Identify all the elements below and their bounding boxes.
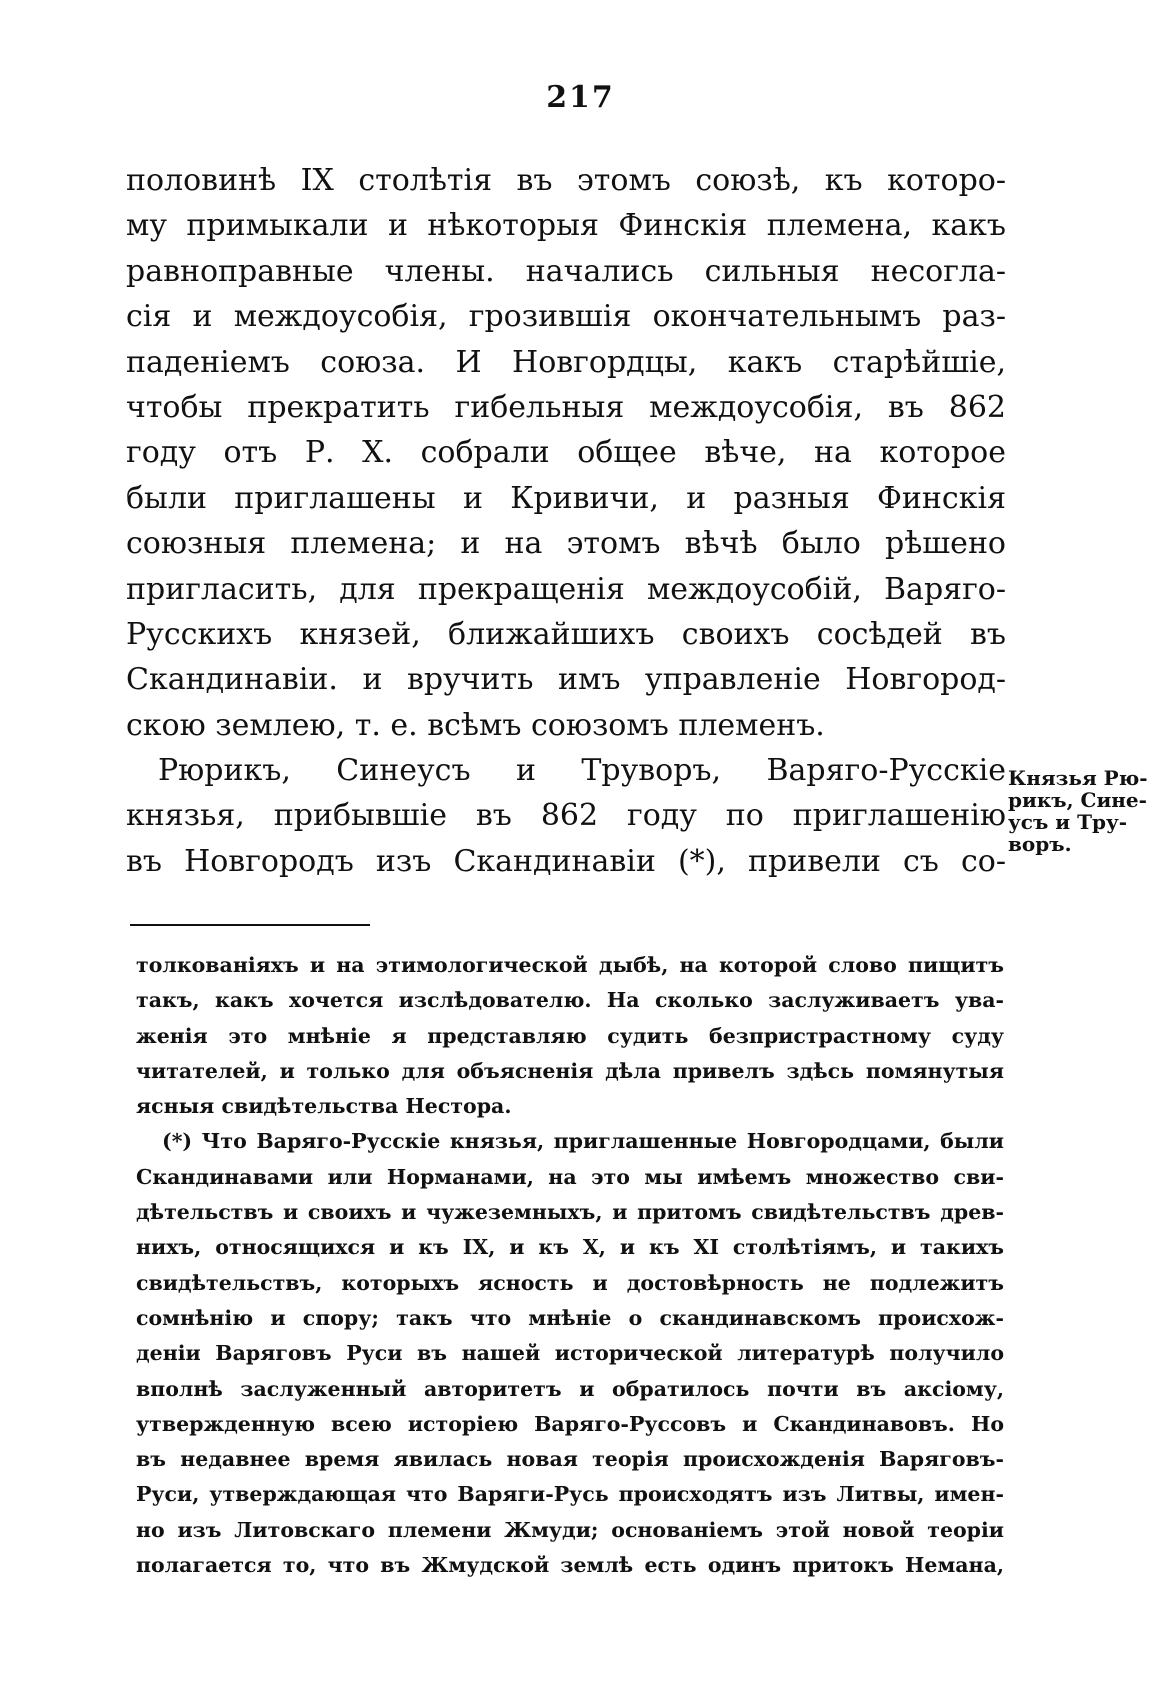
margin-note-line: рикъ, Сине- — [1008, 788, 1147, 812]
text-line: скою землею, т. е. всѣмъ союзомъ племенъ. — [126, 707, 825, 743]
text-line: равноправные члены. начались сильныя несогла- — [126, 253, 1006, 289]
footnote-line: женія это мнѣніе я представляю судить безпристрастному суду — [136, 1023, 1004, 1048]
text-line: чтобы прекратить гибельныя междоусобія, въ 862 — [126, 389, 1006, 425]
footnote-line: деніи Варяговъ Руси въ нашей исторической литературѣ получило — [136, 1341, 1004, 1366]
text-line: союзныя племена; и на этомъ вѣчѣ было рѣшено — [126, 526, 1006, 562]
footnote-line: свидѣтельствъ, которыхъ ясность и достовѣрность не подлежитъ — [136, 1270, 1004, 1295]
text-line: были приглашены и Кривичи, и разныя Финскія — [126, 480, 1006, 516]
footnotes — [136, 948, 1004, 1583]
text-line: Скандинавіи. и вручить имъ управленіе Новгород- — [126, 662, 1006, 698]
margin-note-line: усъ и Тру- — [1008, 810, 1128, 834]
text-line: Русскихъ князей, ближайшихъ своихъ сосѣдей въ — [126, 616, 1006, 652]
footnote-line: вполнѣ заслуженный авторитетъ и обратилось почти въ аксіому, — [136, 1376, 1004, 1401]
text-line: му примыкали и нѣкоторыя Финскія племена, какъ — [126, 208, 1006, 244]
page-number: 217 — [546, 80, 615, 115]
footnote-line: Руси, утверждающая что Варяги-Русь происходятъ изъ Литвы, имен- — [136, 1482, 1004, 1507]
footnote-line: полагается то, что въ Жмудской землѣ есть одинъ притокъ Немана, — [136, 1553, 1004, 1578]
text-line: году отъ Р. Х. собрали общее вѣче, на которое — [126, 435, 1006, 471]
footnote-line: читателей, и только для объясненія дѣла привелъ здѣсь помянутыя — [136, 1058, 1004, 1083]
footnote-line: но изъ Литовскаго племени Жмуди; основаніемъ этой новой теоріи — [136, 1517, 1004, 1542]
footnote-line: утвержденную всею исторіею Варяго-Руссовъ и Скандинавовъ. Но — [136, 1411, 1004, 1436]
text-line: паденіемъ союза. И Новгордцы, какъ старѣйшіе, — [126, 344, 1006, 380]
footnote-line: сомнѣнію и спору; такъ что мнѣніе о скандинавскомъ происхож- — [136, 1305, 1004, 1330]
footnote-line: Скандинавами или Норманами, на это мы имѣемъ множество сви- — [136, 1164, 1004, 1189]
text-line: Рюрикъ, Синеусъ и Труворъ, Варяго-Русскіе — [158, 753, 1006, 789]
footnote-line: такъ, какъ хочется изслѣдователю. На сколько заслуживаетъ ува- — [136, 988, 1004, 1013]
footnote-line: толкованіяхъ и на этимологической дыбѣ, на которой слово пищитъ — [136, 953, 1004, 977]
margin-note-line: воръ. — [1008, 832, 1072, 856]
text-line: сія и междоусобія, грозившія окончательнымъ раз- — [126, 299, 1006, 335]
margin-note — [1008, 767, 1158, 855]
text-line: половинѣ IX столѣтія въ этомъ союзѣ, къ которо- — [126, 163, 1006, 198]
text-line: пригласить, для прекращенія междоусобій, Варяго- — [126, 571, 1006, 607]
footnote-line: дѣтельствъ и своихъ и чужеземныхъ, и притомъ свидѣтельствъ древ- — [136, 1200, 1004, 1225]
text-line: въ Новгородъ изъ Скандинавіи (*), привели съ со- — [126, 843, 1006, 879]
footnote-line: нихъ, относящихся и къ IX, и къ X, и къ XI столѣтіямъ, и такихъ — [136, 1235, 1004, 1260]
footnote-line: ясныя свидѣтельства Нестора. — [136, 1094, 512, 1119]
footnote-line: (*) Что Варяго-Русскіе князья, приглашенные Новгородцами, были — [162, 1129, 1004, 1154]
main-text — [126, 158, 1006, 884]
text-line: князья, прибывшіе въ 862 году по приглашенію — [126, 798, 1006, 834]
footnote-divider — [130, 924, 370, 926]
footnote-line: въ недавнее время явилась новая теорія происхожденія Варяговъ- — [136, 1447, 1004, 1472]
margin-note-line: Князья Рю- — [1008, 766, 1148, 790]
